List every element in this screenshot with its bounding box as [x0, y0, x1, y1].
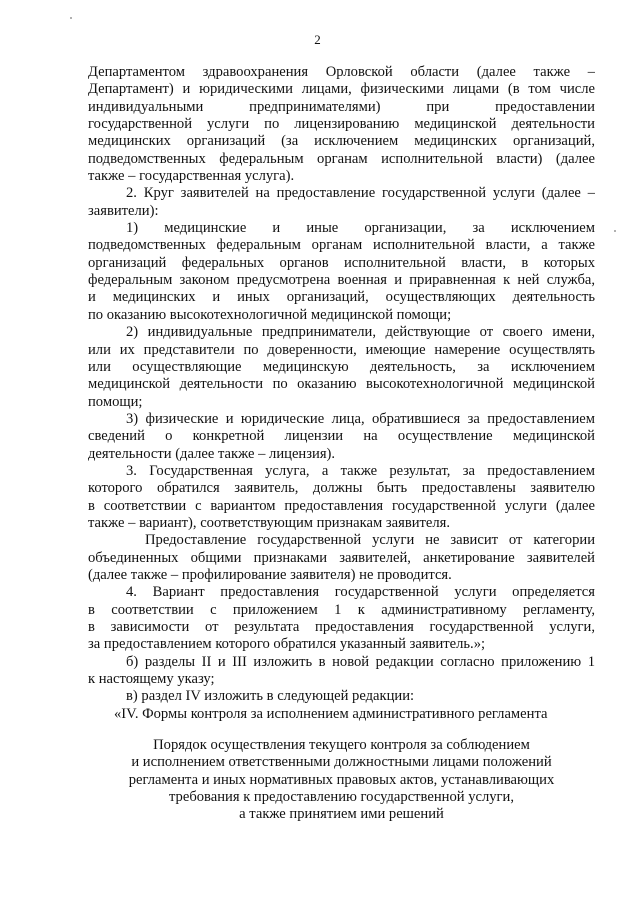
body-text [88, 64, 595, 723]
text-line: сведений о конкретной лицензии на осуществление медицинской [88, 428, 595, 445]
text-line: 1) медицинские и иные организации, за исключением [126, 220, 595, 237]
text-line: подведомственных федеральным органам исполнительной власти) (далее [88, 150, 595, 167]
text-line: индивидуальными предпринимателями) при предоставлении [88, 98, 595, 115]
paragraph-intro [88, 64, 595, 185]
text-line: или осуществляющие медицинскую деятельность, за исключением [88, 358, 595, 375]
text-line: Департаментом здравоохранения Орловской области (далее также – [88, 64, 595, 80]
text-line: б) разделы II и III изложить в новой редакции согласно приложению 1 [126, 653, 595, 670]
text-line: в зависимости от результата предоставления государственной услуги, [88, 619, 595, 635]
text-line: медицинских организаций (за исключением медицинских организаций, [88, 133, 595, 150]
text-line: за предоставлением которого обратился указанный заявитель.»; [88, 636, 486, 653]
scan-speck [614, 230, 616, 232]
paragraph-subitem-3 [88, 411, 595, 463]
page-number: 2 [314, 32, 321, 47]
text-line: 3. Государственная услуга, а также результат, за предоставлением [126, 462, 595, 479]
text-line: Предоставление государственной услуги не зависит от категории [145, 532, 595, 549]
scan-speck [70, 17, 72, 19]
text-line: государственной услуги по лицензированию медицинской деятельности [88, 116, 595, 133]
text-line: 2) индивидуальные предприниматели, действующие от своего имени, [126, 324, 595, 341]
text-line: в соответствии с вариантом предоставления государственной услуги (далее [88, 497, 595, 514]
text-line: которого обратился заявитель, должны быть предоставлены заявителю [88, 480, 595, 497]
subheading-line: Порядок осуществления текущего контроля за соблюдением [153, 737, 530, 753]
section-heading [88, 706, 595, 723]
text-line: и медицинских и иных организаций, осуществляющих деятельность [88, 289, 595, 306]
text-line: в соответствии с приложением 1 к административному регламенту, [88, 601, 595, 618]
text-line: организаций федеральных органов исполнительной власти, в которых [88, 254, 595, 271]
text-line: объединенных общими признаками заявителей, анкетирование заявителей [88, 549, 595, 566]
paragraph-item-4 [88, 584, 595, 653]
paragraph-item-2 [88, 185, 595, 220]
text-line: также – вариант), соответствующим признакам заявителя. [88, 514, 451, 531]
text-line: 2. Круг заявителей на предоставление государственной услуги (далее – [126, 185, 595, 202]
text-line: медицинской деятельности по оказанию высокотехнологичной медицинской [88, 376, 595, 393]
text-line: 3) физические и юридические лица, обратившиеся за предоставлением [126, 410, 595, 427]
paragraph-item-v [88, 688, 595, 705]
text-line: в) раздел IV изложить в следующей редакции: [126, 688, 415, 705]
text-line: (далее также – профилирование заявителя) не проводится. [88, 566, 452, 583]
text-line: или их представители по доверенности, имеющие намерение осуществлять [88, 341, 595, 358]
text-line: 4. Вариант предоставления государственной услуги определяется [126, 584, 595, 601]
paragraph-item-b [88, 654, 595, 689]
paragraph-subitem-1 [88, 220, 595, 324]
text-line: заявители): [88, 202, 159, 219]
subheading-line: требования к предоставлению государственной услуги, [168, 789, 515, 806]
text-line: по оказанию высокотехнологичной медицинской помощи; [88, 306, 452, 323]
text-line: подведомственных федеральным органам исполнительной власти, а также [88, 237, 595, 254]
subheading [88, 737, 595, 824]
paragraph-profiling [88, 532, 595, 584]
text-line: федеральным законом предусмотрена военная и приравненная к ней служба, [88, 272, 595, 289]
text-line: помощи; [88, 393, 143, 410]
text-line: Департамент) и юридическими лицами, физическими лицами (в том числе [88, 81, 595, 98]
text-line: к настоящему указу; [88, 671, 215, 688]
subheading-line: и исполнением ответственными должностными лицами положений [131, 754, 552, 771]
text-line: деятельности (далее также – лицензия). [88, 445, 336, 462]
paragraph-subitem-2 [88, 324, 595, 411]
subheading-line: а также принятием ими решений [239, 806, 444, 823]
paragraph-item-3 [88, 463, 595, 532]
subheading-line: регламента и иных нормативных правовых актов, устанавливающих [128, 771, 555, 788]
text-line: также – государственная услуга). [88, 168, 295, 185]
text-line: «IV. Формы контроля за исполнением административного регламента [114, 705, 548, 722]
